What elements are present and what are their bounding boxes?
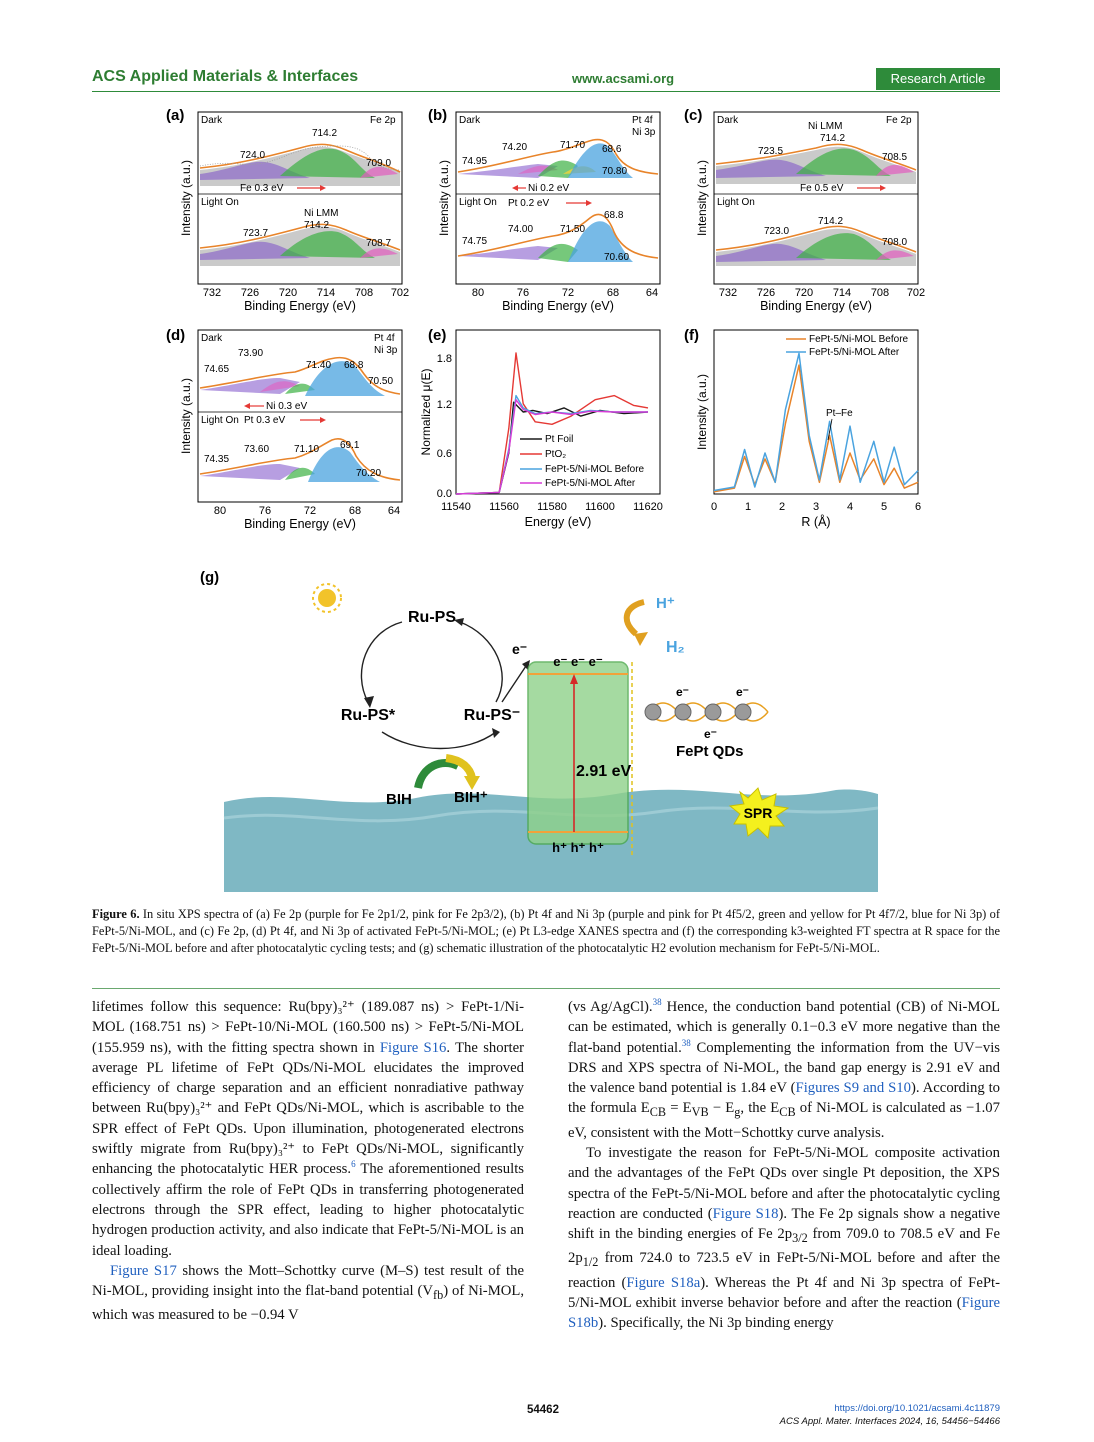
panel-c-light-peak-1: 723.0: [764, 226, 790, 237]
panel-c-dark-label: Dark: [717, 115, 739, 126]
sun-icon: [313, 584, 341, 612]
panel-d-element-1: Pt 4f: [374, 333, 395, 344]
body-column-right: [568, 997, 1000, 1334]
panel-f-legend-2: FePt-5/Ni-MOL After: [809, 347, 900, 358]
panel-d-light-peak-3: 71.10: [294, 444, 320, 455]
panel-b-light-peak-1: 74.75: [462, 236, 488, 247]
fept-electron-1: e⁻: [676, 685, 690, 699]
panel-a: [166, 107, 409, 313]
panel-c-light-peak-3: 708.0: [882, 237, 908, 248]
panel-a-shift: Fe 0.3 eV: [240, 183, 284, 194]
panel-a-xtick: 708: [354, 287, 374, 299]
link-figure-s18a[interactable]: Figure S18a: [626, 1274, 701, 1291]
panel-b-element-2: Ni 3p: [632, 127, 656, 138]
panel-b-dark-peak-5: 70.80: [602, 166, 628, 177]
panel-d-dark-peak-5: 70.50: [368, 376, 394, 387]
journal-name: ACS Applied Materials & Interfaces: [92, 68, 359, 85]
panel-b-letter: (b): [428, 107, 448, 124]
panel-a-dark-peak-3: 709.0: [366, 158, 392, 169]
page-number: 54462: [527, 1404, 559, 1416]
panel-d-xlabel: Binding Energy (eV): [244, 517, 356, 531]
panel-a-element: Fe 2p: [370, 115, 396, 126]
panel-e-legend-1: Pt Foil: [545, 434, 574, 445]
panel-d-dark-peak-1: 74.65: [204, 364, 230, 375]
panel-c-xtick: 708: [870, 287, 890, 299]
caption-rule: [92, 988, 1000, 989]
link-figure-s18b[interactable]: Figure S18b: [568, 1294, 1000, 1332]
panel-b-light-peak-5: 70.60: [604, 252, 630, 263]
panel-d-xtick: 76: [258, 505, 272, 517]
panel-a-xtick: 714: [316, 287, 336, 299]
panel-a-light-peak-1: 723.7: [243, 228, 269, 239]
panel-a-light-peak-3: 708.7: [366, 238, 392, 249]
panel-c-dark-peak-2: 714.2: [820, 133, 846, 144]
panel-b-xtick: 68: [606, 287, 620, 299]
figure-caption: [92, 906, 1000, 957]
panel-f-xtick: 1: [744, 501, 752, 513]
panel-a-ni-lmm: Ni LMM: [304, 208, 339, 219]
panel-b-xtick: 72: [561, 287, 575, 299]
panel-c-ylabel: Intensity (a.u.): [695, 159, 709, 237]
ru-ps-minus-label: Ru-PS⁻: [463, 707, 521, 724]
fept-qds-chain: [645, 703, 768, 721]
panel-d-light-peak-2: 73.60: [244, 444, 270, 455]
panel-a-xtick: 732: [202, 287, 222, 299]
ref-link[interactable]: 38: [681, 1037, 691, 1048]
panel-c-light-label: Light On: [717, 197, 755, 208]
link-figure-s16[interactable]: Figure S16: [379, 1039, 447, 1056]
panel-c-xlabel: Binding Energy (eV): [760, 299, 872, 313]
ni-mol-band: [528, 662, 628, 844]
panel-d-light-peak-4: 69.1: [340, 440, 360, 451]
panel-d-ylabel: Intensity (a.u.): [179, 377, 193, 455]
link-figures-s9-s10[interactable]: Figures S9 and S10: [795, 1080, 911, 1097]
panel-c: [684, 107, 925, 313]
doi-link[interactable]: https://doi.org/10.1021/acsami.4c11879: [834, 1403, 1000, 1414]
ref-link[interactable]: 38: [652, 997, 662, 1008]
panel-e-ylabel: Normalized μ(E): [419, 368, 433, 456]
body-column-left: [92, 997, 524, 1326]
panel-a-xtick: 720: [278, 287, 298, 299]
caption-label: Figure 6.: [92, 907, 140, 921]
panel-a-letter: (a): [166, 107, 185, 124]
panel-d-xtick: 72: [303, 505, 317, 517]
spr-label: SPR: [743, 805, 773, 821]
panel-f-xlabel: R (Å): [801, 515, 831, 529]
panel-e-ytick: 1.2: [436, 399, 452, 411]
panel-e-xtick: 11580: [537, 501, 567, 513]
panel-b-shift-ni: Ni 0.2 eV: [528, 183, 570, 194]
fept-qds-label: FePt QDs: [676, 743, 744, 760]
ref-link[interactable]: 6: [351, 1159, 356, 1170]
panel-c-xtick: 732: [718, 287, 738, 299]
panel-e-legend-2: PtO₂: [545, 449, 567, 460]
panel-a-ylabel: Intensity (a.u.): [179, 159, 193, 237]
paragraph: To investigate the reason for FePt-5/Ni-MOL composite activation and the advantages of the FePt QDs over single Pt deposition, the XPS spectra of the FePt-5/Ni-MOL before and after the photocatalytic cycling reaction are conducted (Figure S18). The Fe 2p signals show a negative shift in the binding energies of Fe $2p_{3/2}$ from 709.0 to 708.5 eV and Fe $2p_{1/2}$ from 724.0 to 723.5 eV in FePt-5/Ni-MOL before and after the reaction (Figure S18a). Whereas the Pt 4f and Ni 3p spectra of FePt-5/Ni-MOL exhibit inverse behavior before and after the reaction (Figure S18b). Specifically, the Ni 3p binding energy: [568, 1145, 1000, 1332]
ru-ps-star-label: Ru-PS*: [340, 707, 396, 724]
panel-d-element-2: Ni 3p: [374, 345, 398, 356]
panel-e-legend-3: FePt-5/Ni-MOL Before: [545, 464, 645, 475]
panel-e-ytick: 0.0: [436, 488, 452, 500]
panel-c-xtick: 726: [756, 287, 776, 299]
panel-e-ytick: 1.8: [436, 353, 452, 365]
fept-electron-3: e⁻: [704, 727, 718, 741]
panel-e: [419, 327, 663, 529]
paragraph: lifetimes follow this sequence: Ru(bpy)₃²⁺ (189.087 ns) > FePt-1/Ni-MOL (168.751 ns) > FePt-10/Ni-MOL (160.500 ns) > FePt-5/Ni-MOL (155.959 ns), with the fitting spectra shown in Figure S16. The shorter average PL lifetime of FePt QDs/Ni-MOL elucidates the improved efficiency of charge separation and an efficient nonradiative pathway between Ru(bpy)₃²⁺ and FePt QDs/Ni-MOL, which is ascribable to the SPR effect of FePt QDs. Upon illumination, photogenerated electrons swiftly migrate from Ru(bpy)₃²⁺ to FePt QDs/Ni-MOL, significantly enhancing the photocatalytic HER process.$^6$ The aforementioned results collectively affirm the role of FePt QDs in transferring photogenerated electrons through the SPR effect, leading to higher photocatalytic hydrogen production activity, and also indicate that FePt-5/Ni-MOL is an ideal loading.: [92, 999, 524, 1259]
panel-e-xtick: 11620: [633, 501, 663, 513]
panel-e-legend-4: FePt-5/Ni-MOL After: [545, 478, 636, 489]
panel-a-dark-label: Dark: [201, 115, 223, 126]
panel-e-letter: (e): [428, 327, 447, 344]
panel-g-schematic: [196, 562, 886, 892]
panel-b-dark-peak-1: 74.95: [462, 156, 488, 167]
panel-b-light-peak-4: 68.8: [604, 210, 624, 221]
figure-6-panels: [160, 100, 940, 540]
panel-c-ni-lmm: Ni LMM: [808, 121, 843, 132]
paragraph: Figure S17 shows the Mott–Schottky curve (M–S) test result of the Ni-MOL, providing insight into the flat-band potential $(V_{fb})$ of Ni-MOL, which was measured to be −0.94 V: [92, 1262, 525, 1324]
panel-a-light-peak-2: 714.2: [304, 220, 330, 231]
panel-d-shift-ni: Ni 0.3 eV: [266, 401, 308, 412]
h-plus-label: H⁺: [656, 595, 675, 612]
panel-d-light-label: Light On: [201, 415, 239, 426]
panel-d-dark-peak-3: 71.40: [306, 360, 332, 371]
panel-c-xtick: 720: [794, 287, 814, 299]
panel-c-light-peak-2: 714.2: [818, 216, 844, 227]
panel-d-light-peak-1: 74.35: [204, 454, 230, 465]
band-gap-label: 2.91 eV: [576, 763, 632, 780]
citation: ACS Appl. Mater. Interfaces 2024, 16, 54456−54466: [779, 1416, 1000, 1427]
bih-label: BIH: [386, 791, 412, 808]
panel-c-dark-peak-3: 708.5: [882, 152, 908, 163]
panel-b-dark-peak-4: 68.6: [602, 144, 622, 155]
panel-b-dark-peak-3: 71.70: [560, 140, 586, 151]
panel-e-xtick: 11560: [489, 501, 519, 513]
panel-d-xtick: 68: [348, 505, 362, 517]
panel-f: [684, 327, 921, 529]
panel-f-xtick: 3: [812, 501, 820, 513]
panel-f-ylabel: Intensity (a.u.): [695, 373, 709, 451]
panel-b-xtick: 80: [471, 287, 485, 299]
bih-plus-label: BIH⁺: [454, 789, 488, 806]
vb-holes: h⁺ h⁺ h⁺: [552, 840, 604, 855]
panel-b-xtick: 64: [645, 287, 659, 299]
article-type-badge: Research Article: [876, 68, 1000, 90]
panel-f-xtick: 4: [846, 501, 854, 513]
panel-f-xtick: 5: [880, 501, 888, 513]
link-figure-s18[interactable]: Figure S18: [712, 1205, 779, 1222]
journal-url[interactable]: www.acsami.org: [572, 71, 675, 86]
panel-b-xtick: 76: [516, 287, 530, 299]
panel-f-xtick: 6: [914, 501, 922, 513]
panel-f-legend-1: FePt-5/Ni-MOL Before: [809, 334, 909, 345]
panel-d-xtick: 80: [213, 505, 227, 517]
panel-a-xtick: 726: [240, 287, 260, 299]
panel-b-shift-pt: Pt 0.2 eV: [508, 198, 550, 209]
caption-text: In situ XPS spectra of (a) Fe 2p (purple for Fe 2p1/2, pink for Fe 2p3/2), (b) Pt 4f and Ni 3p (purple and pink for Pt 4f5/2, green and yellow for Pt 4f7/2, blue for Ni 3p) of FePt-5/Ni-MOL, and (c) Fe 2p, (d) Pt 4f, and Ni 3p of activated FePt-5/Ni-MOL; (e) Pt L3-edge XANES spectra and (f) the corresponding k3-weighted FT spectra at R space for the FePt-5/Ni-MOL before and after photocatalytic cycling tests; and (g) schematic illustration of the photocatalytic H2 evolution mechanism for FePt-5/Ni-MOL.: [92, 907, 1000, 955]
panel-c-xtick: 714: [832, 287, 852, 299]
panel-f-annotation: Pt–Fe: [826, 408, 853, 419]
panel-b-ylabel: Intensity (a.u.): [437, 159, 451, 237]
panel-c-dark-peak-1: 723.5: [758, 146, 784, 157]
panel-f-letter: (f): [684, 327, 699, 344]
panel-f-xtick: 2: [778, 501, 786, 513]
ru-ps-label: Ru-PS: [408, 609, 456, 626]
panel-c-xtick: 702: [906, 287, 926, 299]
panel-b-light-peak-2: 74.00: [508, 224, 534, 235]
electron-transfer-label: e⁻: [512, 641, 528, 657]
panel-b-xlabel: Binding Energy (eV): [502, 299, 614, 313]
panel-g-letter: (g): [200, 569, 220, 586]
panel-d-dark-peak-4: 68.8: [344, 360, 364, 371]
panel-d-dark-peak-2: 73.90: [238, 348, 264, 359]
panel-d-light-peak-5: 70.20: [356, 468, 382, 479]
panel-a-dark-peak-2: 714.2: [312, 128, 338, 139]
panel-e-xtick: 11540: [441, 501, 471, 513]
panel-b: [428, 107, 660, 313]
panel-c-letter: (c): [684, 107, 703, 124]
panel-b-element-1: Pt 4f: [632, 115, 653, 126]
panel-b-dark-label: Dark: [459, 115, 481, 126]
h2-label: H₂: [666, 639, 685, 656]
panel-d-shift-pt: Pt 0.3 eV: [244, 415, 286, 426]
panel-a-light-label: Light On: [201, 197, 239, 208]
panel-d-dark-label: Dark: [201, 333, 223, 344]
panel-d: [166, 327, 402, 531]
fept-electron-2: e⁻: [736, 685, 750, 699]
paragraph: (vs Ag/AgCl).$^{38}$ Hence, the conduction band potential (CB) of Ni-MOL can be estimated, which is generally 0.1−0.3 eV more negative than the flat-band potential.$^{38}$ Complementing the information from the UV−vis DRS and XPS spectra of Ni-MOL, the band gap energy is 2.91 eV and the valence band potential is 1.84 eV (Figures S9 and S10). According to the formula $E_{CB} = E_{VB} - E_g$, the $E_{CB}$ of Ni-MOL is calculated as −1.07 eV, consistent with the Mott−Schottky curve analysis.: [568, 997, 1001, 1141]
panel-a-xlabel: Binding Energy (eV): [244, 299, 356, 313]
panel-a-dark-peak-1: 724.0: [240, 150, 266, 161]
panel-e-xlabel: Energy (eV): [524, 515, 592, 529]
panel-c-element: Fe 2p: [886, 115, 912, 126]
cb-electrons: e⁻ e⁻ e⁻: [553, 654, 603, 669]
panel-d-letter: (d): [166, 327, 186, 344]
panel-c-shift: Fe 0.5 eV: [800, 183, 844, 194]
panel-a-xtick: 702: [390, 287, 410, 299]
panel-d-xtick: 64: [387, 505, 401, 517]
panel-b-light-peak-3: 71.50: [560, 224, 586, 235]
panel-e-ytick: 0.6: [436, 448, 452, 460]
link-figure-s17[interactable]: Figure S17: [110, 1262, 177, 1279]
header-rule: [92, 91, 1000, 92]
panel-e-xtick: 11600: [585, 501, 615, 513]
panel-b-light-label: Light On: [459, 197, 497, 208]
panel-b-dark-peak-2: 74.20: [502, 142, 528, 153]
panel-f-xtick: 0: [710, 501, 718, 513]
